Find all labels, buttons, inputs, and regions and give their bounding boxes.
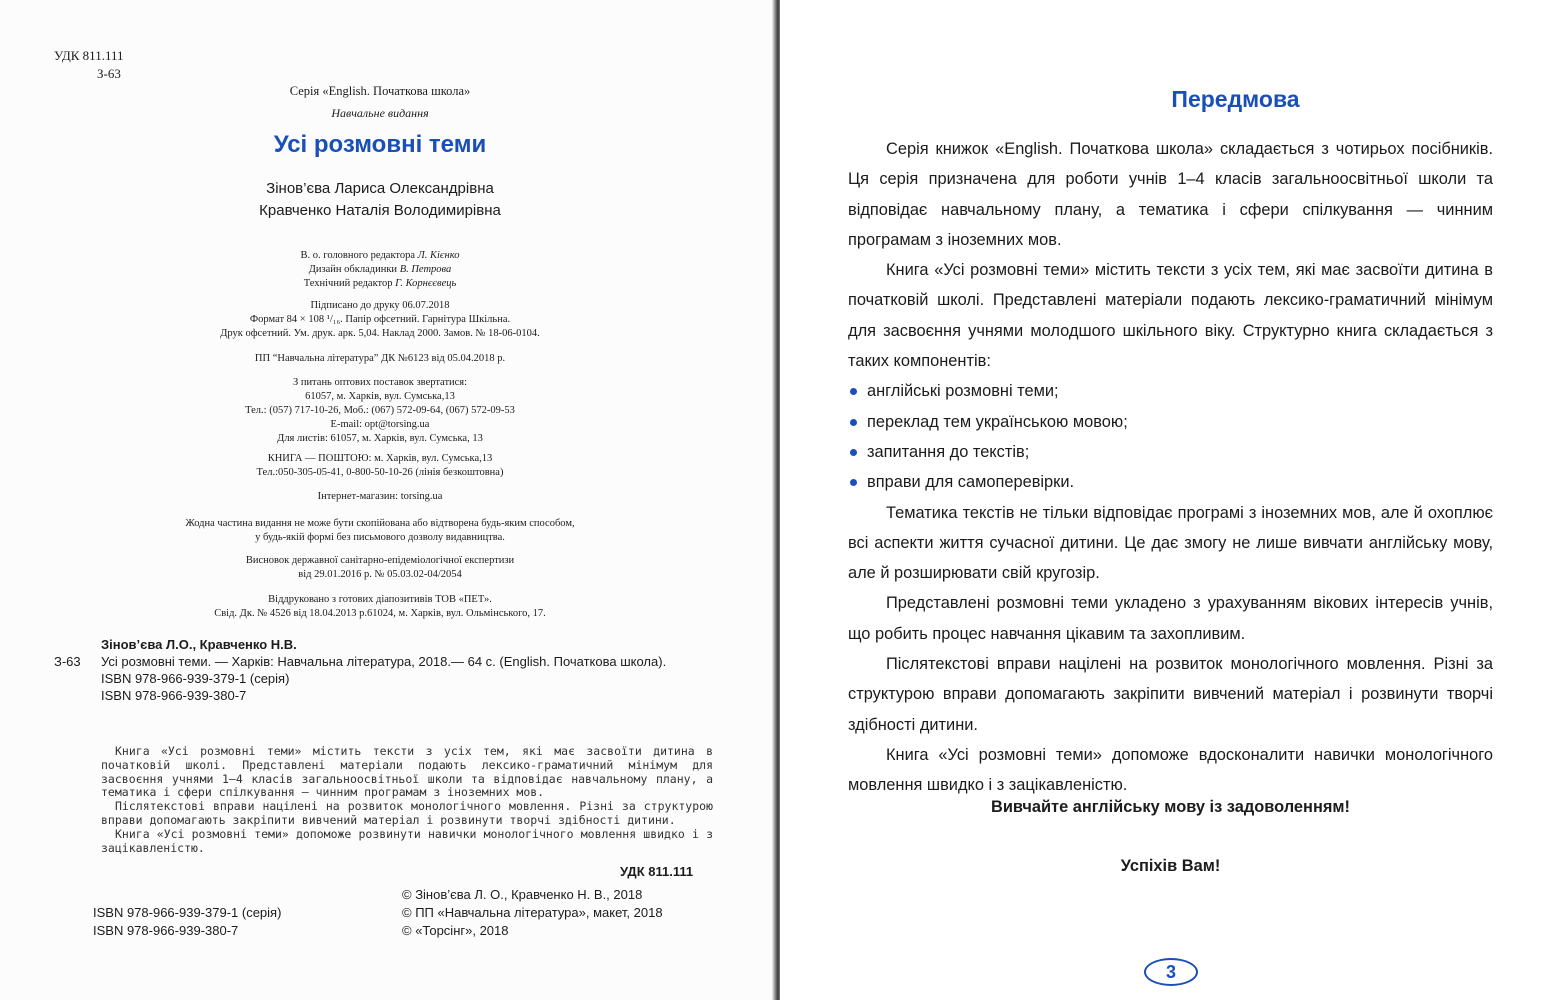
preface-body (848, 134, 1493, 801)
udk-code-bottom: УДК 811.111 (620, 864, 694, 879)
copyright-notice (140, 517, 620, 545)
copyright-notice-line: у будь-якій формі без письмового дозволу видавництва. (255, 532, 505, 543)
printer-line: Свід. Дк. № 4526 від 18.04.2013 р.61024, м. Харків, вул. Ольмінського, 17. (214, 608, 546, 619)
annotation-paragraph: Книга «Усі розмовні теми» допоможе розвинути навички монологічного мовлення швидко і з зацікавленістю. (101, 826, 713, 855)
preface-paragraph: Тематика текстів не тільки відповідає програмі з іноземних мов, але й охоплює всі аспекти життя сучасної дитини. Це дає змогу не лише вивчати англійську мову, але й розширювати свій кругозір. (848, 503, 1493, 583)
list-item: вправи для самоперевірки. (848, 467, 1493, 497)
author-2: Кравченко Наталія Володимирівна (259, 202, 501, 219)
credit-line (140, 263, 620, 277)
wholesale-line: Тел.: (057) 717-10-26, Моб.: (067) 572-09-64, (067) 572-09-53 (245, 405, 515, 416)
wholesale-line: З питань оптових поставок звертатися: (292, 377, 468, 388)
wholesale-block (140, 376, 620, 446)
list-item: запитання до текстів; (848, 437, 1493, 467)
credits-block (140, 249, 620, 291)
list-item: англійські розмовні теми; (848, 376, 1493, 406)
bib-isbn-1: ISBN 978-966-939-379-1 (серія) (101, 671, 290, 686)
preface-paragraph: Книга «Усі розмовні теми» містить тексти з усіх тем, які має засвоїти дитина в початковій школі. Представлені матеріали подають лексико-граматичний мінімум для засвоєння учнями молодшого шкільного віку. Структурно книга складається з таких компонентів: (848, 261, 1493, 371)
bib-description-row (54, 653, 714, 670)
credit-name: В. Петрова (399, 264, 452, 275)
bib-isbn-2: ISBN 978-966-939-380-7 (101, 688, 247, 703)
bib-authors: Зінов’єва Л.О., Кравченко Н.В. (101, 637, 297, 652)
preface-paragraph: Представлені розмовні теми укладено з урахуванням вікових інтересів учнів, що робить процес навчання цікавим та захопливим. (848, 594, 1493, 643)
author-1: Зінов’єва Лариса Олександрівна (266, 180, 494, 197)
credit-line (140, 249, 620, 263)
credit-line (140, 277, 620, 291)
print-info-line: Формат 84 × 108 ¹/₁₆. Папір офсетний. Гарнітура Шкільна. (249, 314, 511, 325)
publisher-license: ПП “Навчальна література” ДК №6123 від 05.04.2018 р. (254, 353, 506, 364)
credit-role: Дизайн обкладинки (308, 264, 398, 275)
printer-line: Віддруковано з готових діапозитивів ТОВ «ПЕТ». (268, 594, 492, 605)
print-info-line: Друк офсетний. Ум. друк. арк. 5,04. Наклад 2000. Замов. № 18-06-0104. (220, 328, 540, 339)
isbn-bottom-block (93, 904, 281, 940)
printer-block (140, 593, 620, 621)
internet-shop: Інтернет-магазин: torsing.ua (317, 491, 443, 502)
isbn-line: ISBN 978-966-939-380-7 (93, 923, 239, 938)
series-line: Серія «English. Початкова школа» (289, 84, 471, 98)
wholesale-line: 61057, м. Харків, вул. Сумська,13 (305, 391, 455, 402)
preface-title: Передмова (1171, 86, 1300, 112)
authors-block (140, 178, 620, 222)
annotation-block (101, 745, 713, 855)
bib-code: З-63 (54, 654, 81, 669)
preface-paragraph: Серія книжок «English. Початкова школа» складається з чотирьох посібників. Ця серія призначена для роботи учнів 1–4 класів загальноосвітньої школи та відповідає навчальному плану, а тематика і сфери спілкування — чинним програмам з іноземних мов. (848, 140, 1493, 249)
page-number-badge: 3 (1144, 958, 1198, 986)
copyrights-block (402, 886, 663, 940)
preface-paragraph: Післятекстові вправи націлені на розвиток монологічного мовлення. Різні за структурою вправи допомагають закріпити вивчений матеріал і розвинути творчі здібності дитини. (848, 655, 1493, 734)
components-list (848, 376, 1493, 497)
edition-type: Навчальне видання (331, 106, 429, 120)
closing-line: Вивчайте англійську мову із задоволенням! (990, 798, 1350, 816)
sanitary-line: від 29.01.2016 р. № 05.03.02-04/2054 (298, 569, 462, 580)
copyright-line: © ПП «Навчальна література», макет, 2018 (402, 905, 663, 920)
print-info-block (140, 299, 620, 341)
wholesale-email: E-mail: opt@torsing.ua (330, 419, 430, 430)
mail-order-block (140, 452, 620, 480)
right-page-preface (780, 0, 1551, 1000)
copyright-line: © «Торсінг», 2018 (402, 923, 509, 938)
annotation-paragraph: Книга «Усі розмовні теми» містить тексти з усіх тем, які має засвоїти дитина в початковій школі. Представлені матеріали подають лексико-граматичний мінімум для засвоєння учнями 1–4 класів загальноосвітньої школи та відповідає навчальному плану, а тематика і сфери спілкування — чинним програмам з іноземних мов. (101, 744, 713, 800)
udk-code-top (54, 47, 123, 83)
wholesale-line: Для листів: 61057, м. Харків, вул. Сумська, 13 (277, 433, 483, 444)
annotation-paragraph: Післятекстові вправи націлені на розвиток монологічного мовлення. Різні за структурою вправи допомагають закріпити вивчений матеріал і розвинути творчі здібності дитини. (101, 799, 713, 827)
sanitary-block (140, 554, 620, 582)
signoff-line: Успіхів Вам! (1120, 857, 1221, 875)
udk-top-text: УДК 811.111 (54, 48, 124, 63)
credit-name: Г. Корнєєвець (395, 278, 457, 289)
bib-description: Усі розмовні теми. — Харків: Навчальна література, 2018.— 64 с. (English. Початкова школа). (101, 654, 667, 669)
preface-paragraph: Книга «Усі розмовні теми» допоможе вдосконалити навички монологічного мовлення швидко і з зацікавленістю. (848, 745, 1493, 795)
sanitary-line: Висновок державної санітарно-епідеміологічної експертизи (245, 555, 515, 566)
mail-order-line: Тел.:050-305-05-41, 0-800-50-10-26 (лінія безкоштовна) (256, 467, 504, 478)
credit-role: Технічний редактор (303, 278, 393, 289)
author-code-top: З-63 (97, 66, 121, 81)
bibliographic-record (54, 636, 714, 704)
list-item: переклад тем українською мовою; (848, 407, 1493, 437)
copyright-line: © Зінов’єва Л. О., Кравченко Н. В., 2018 (402, 887, 643, 902)
copyright-notice-line: Жодна частина видання не може бути скопійована або відтворена будь-яким способом, (185, 518, 575, 529)
print-info-line: Підписано до друку 06.07.2018 (310, 300, 450, 311)
book-title: Усі розмовні теми (273, 131, 487, 158)
credit-name: Л. Кієнко (417, 250, 460, 261)
credit-role: В. о. головного редактора (300, 250, 416, 261)
isbn-line: ISBN 978-966-939-379-1 (серія) (93, 905, 282, 920)
mail-order-line: КНИГА — ПОШТОЮ: м. Харків, вул. Сумська,13 (267, 453, 493, 464)
